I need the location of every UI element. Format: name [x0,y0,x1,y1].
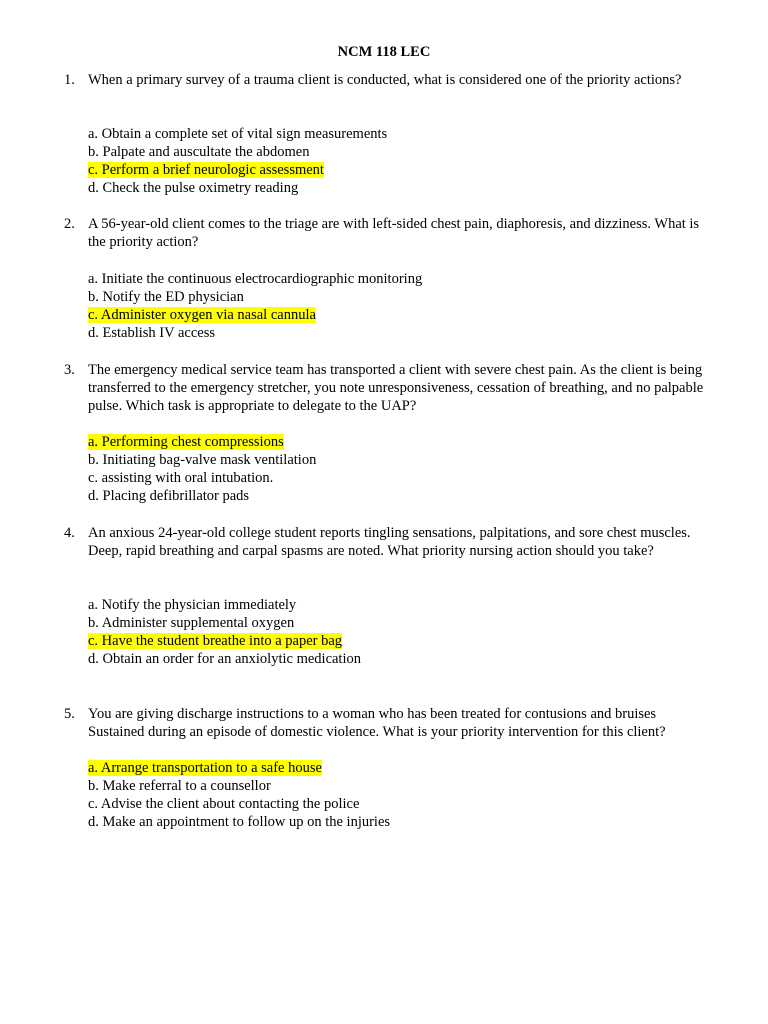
option-a: a. Obtain a complete set of vital sign measurements [88,126,388,142]
question-text: The emergency medical service team has transported a client with severe chest pain. As the client is being transferred to the emergency stretcher, you note unresponsiveness, cessation of breathing, and no palpable pulse. Which task is appropriate to delegate to the UAP? [88,362,704,414]
option-b: b. Administer supplemental oxygen [88,615,295,631]
option-c-answer: c. Perform a brief neurologic assessment [88,162,324,178]
option-c-answer: c. Have the student breathe into a paper bag [88,633,343,649]
question-text: A 56-year-old client comes to the triage are with left-sided chest pain, diaphoresis, and dizziness. What is the priority action? [88,216,700,250]
option-b: b. Initiating bag-valve mask ventilation [88,452,317,468]
option-d: d. Make an appointment to follow up on the injuries [88,814,391,830]
option-b: b. Notify the ED physician [88,289,244,305]
option-list [88,125,716,197]
document-title: NCM 118 LEC [337,44,431,60]
option-b: b. Make referral to a counsellor [88,778,271,794]
option-a: a. Initiate the continuous electrocardiographic monitoring [88,271,423,287]
question-number: 1. [64,72,75,88]
option-b: b. Palpate and auscultate the abdomen [88,144,310,160]
option-d: d. Check the pulse oximetry reading [88,180,299,196]
question-number: 5. [64,706,75,722]
option-d: d. Establish IV access [88,325,215,341]
option-d: d. Obtain an order for an anxiolytic medication [88,651,361,667]
option-c: c. Advise the client about contacting the police [88,796,360,812]
option-d: d. Placing defibrillator pads [88,488,250,504]
question-number: 3. [64,362,75,378]
option-a-answer: a. Performing chest compressions [88,434,284,450]
option-a: a. Notify the physician immediately [88,597,297,613]
question-number: 2. [64,216,75,232]
question-text: When a primary survey of a trauma client is conducted, what is considered one of the priority actions? [88,72,682,88]
option-list [88,596,716,668]
question-number: 4. [64,525,75,541]
option-list [88,433,716,505]
option-list [88,759,716,831]
option-c-answer: c. Administer oxygen via nasal cannula [88,307,316,323]
option-a-answer: a. Arrange transportation to a safe house [88,760,322,776]
question-text: You are giving discharge instructions to a woman who has been treated for contusions and bruises Sustained during an episode of domestic violence. What is your priority intervention for this client? [88,706,666,740]
option-c: c. assisting with oral intubation. [88,470,274,486]
question-text: An anxious 24-year-old college student reports tingling sensations, palpitations, and sore chest muscles. Deep, rapid breathing and carpal spasms are noted. What priority nursing action should you take? [88,525,691,559]
option-list [88,270,716,342]
